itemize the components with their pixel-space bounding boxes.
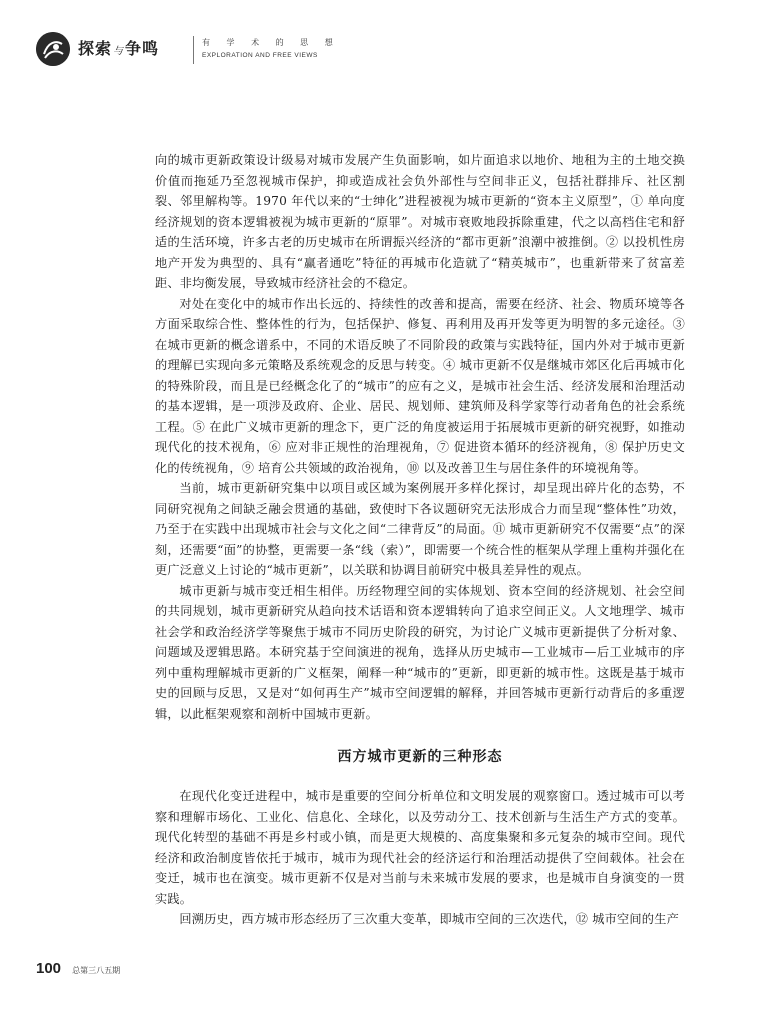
page-number: 100 <box>36 960 62 977</box>
journal-tagline-cn: 有 学 术 的 思 想 <box>202 38 340 47</box>
section-paragraph-1: 在现代化变迁进程中，城市是重要的空间分析单位和文明发展的观察窗口。透过城市可以考察和理解市场化、工业化、信息化、全球化，以及劳动分工、技术创新与生活生产方式的变革。现代化转型的基础不再是乡村或小镇，而是更大规模的、高度集聚和多元复杂的城市空间。现代经济和政治制度皆依托于城市，城市为现代社会的经济运行和治理活动提供了空间载体。社会在变迁，城市也在演变。城市更新不仅是对当前与未来城市发展的要求，也是城市自身演变的一贯实践。 <box>155 789 685 906</box>
body-paragraph-4: 城市更新与城市变迁相生相伴。历经物理空间的实体规划、资本空间的经济规划、社会空间的共同规划，城市更新研究从趋向技术话语和资本逻辑转向了追求空间正义。人文地理学、城市社会学和政治经济学等聚焦于城市不同历史阶段的研究，为讨论广义城市更新提供了分析对象、问题域及逻辑思路。本研究基于空间演进的视角，选择从历史城市—工业城市—后工业城市的序列中重构理解城市更新的广义框架，阐释一种“城市的”更新，即更新的城市性。这既是基于城市史的回顾与反思，又是对“如何再生产”城市空间逻辑的解释，并回答城市更新行动背后的多重逻辑，以此框架观察和剖析中国城市更新。 <box>155 583 685 721</box>
header-divider <box>193 36 194 64</box>
body-paragraph-3: 当前，城市更新研究集中以项目或区域为案例展开多样化探讨，却呈现出碎片化的态势，不同研究视角之间缺乏融会贯通的基础，致使时下各议题研究无法形成合力而呈现“整体性”功效，乃至于在实践中出现城市社会与文化之间“二律背反”的局面。⑪ 城市更新研究不仅需要“点”的深刻，还需要“面”的协整，更需要一条“线（索）”，即需要一个统合性的框架从学理上重构并强化在更广泛意义上讨论的“城市更新”，以关联和协调目前研究中极具差异性的观点。 <box>155 481 685 577</box>
journal-header <box>36 30 340 80</box>
body-paragraph-1: 向的城市更新政策设计级易对城市发展产生负面影响，如片面追求以地价、地租为主的土地交换价值而拖延乃至忽视城市保护，抑或造成社会负外部性与空间非正义，包括社群排斥、社区割裂、邻里解构等。1970 年代以来的“士绅化”进程被视为城市更新的“资本主义原型”，① 单向度经济规划的资本逻辑被视为城市更新的“原罪”。对城市衰败地段拆除重建，代之以高档住宅和舒适的生活环境，许多古老的历史城市在所谓振兴经济的“都市更新”浪潮中被推倒。② 以投机性房地产开发为典型的、具有“赢者通吃”特征的再城市化造就了“精英城市”，也重新带来了贫富差距、非均衡发展，导致城市经济社会的不稳定。 <box>155 153 685 290</box>
brand-right: 争鸣 <box>125 39 160 58</box>
brand-left: 探索 <box>78 39 113 58</box>
body-paragraph-2: 对处在变化中的城市作出长远的、持续性的改善和提高，需要在经济、社会、物质环境等各方面采取综合性、整体性的行为，包括保护、修复、再利用及再开发等更为明智的多元途径。③ 在城市更新的概念谱系中，不同的术语反映了不同阶段的政策与实践特征，国内外对于城市更新的理解已实现向多元策略及系统观念的反思与转变。④ 城市更新不仅是继城市郊区化后再城市化的特殊阶段，而且是已经概念化了的“城市”的应有之义，是城市社会生活、经济发展和治理活动的基本逻辑，是一项涉及政府、企业、居民、规划师、建筑师及科学家等行动者角色的社会系统工程。⑤ 在此广义城市更新的理念下，更广泛的角度被运用于拓展城市更新的研究视野，如推动现代化的技术视角，⑥ 应对非正规性的治理视角，⑦ 促进资本循环的经济视角，⑧ 保护历史文化的传统视角，⑨ 培育公共领域的政治视角，⑩ 以及改善卫生与居住条件的环境视角等。 <box>155 296 685 475</box>
brand-amp: 与 <box>113 46 125 57</box>
journal-tagline-en: EXPLORATION AND FREE VIEWS <box>202 52 318 59</box>
page-footer <box>36 958 120 977</box>
section-heading: 西方城市更新的三种形态 <box>337 749 503 765</box>
journal-brand <box>78 36 159 59</box>
article-body <box>155 150 685 930</box>
section-paragraph-2: 回溯历史，西方城市形态经历了三次重大变革，即城市空间的三次迭代，⑫ 城市空间的生产 <box>179 912 679 926</box>
journal-logo-icon <box>36 32 70 66</box>
issue-label: 总第三八五期 <box>72 966 121 975</box>
